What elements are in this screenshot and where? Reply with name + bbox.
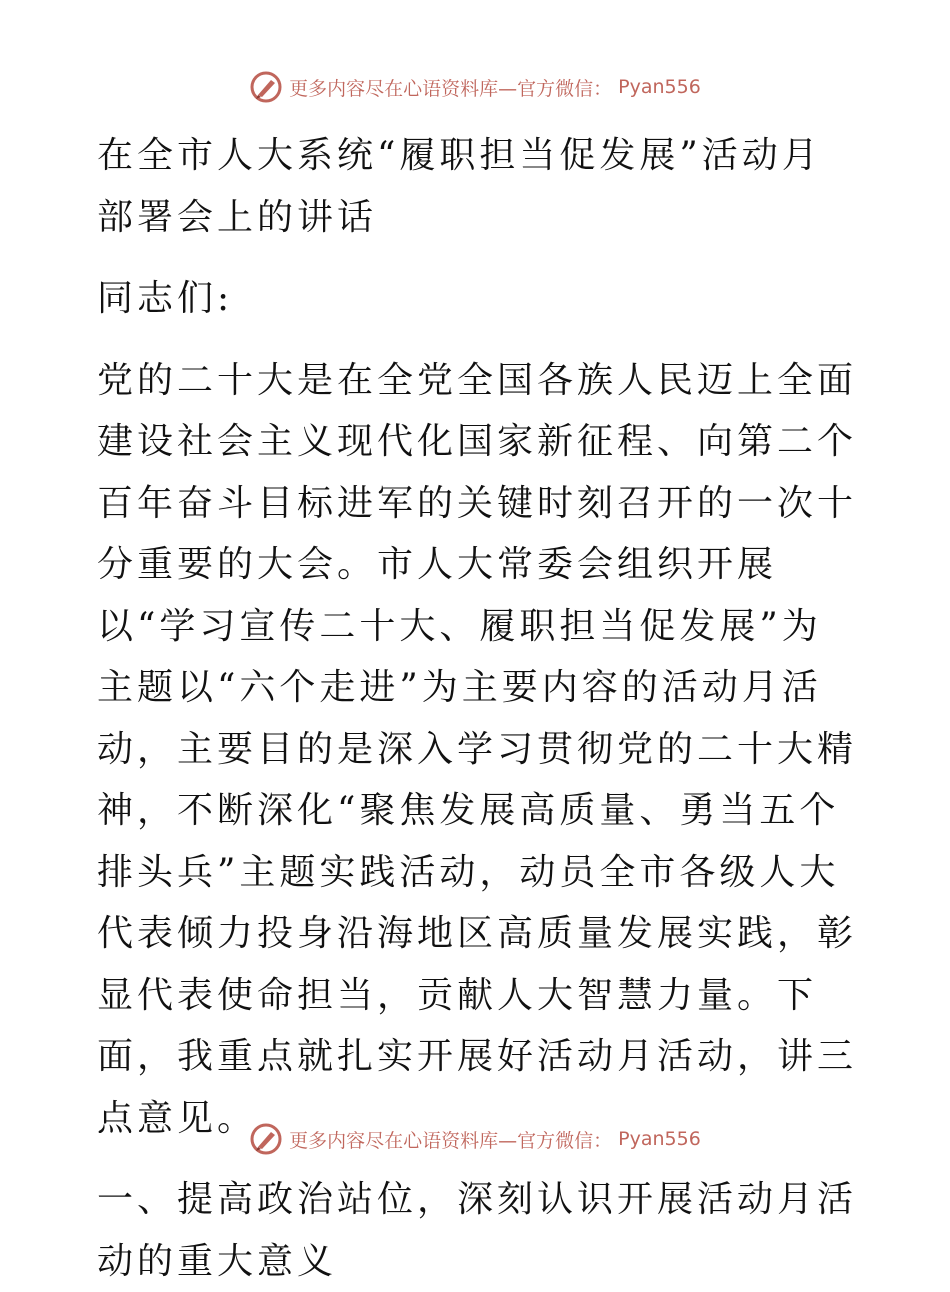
document-body (97, 125, 857, 1292)
document-title: 在全市人大系统“履职担当促发展”活动月部署会上的讲话 (97, 135, 822, 238)
greeting: 同志们: (97, 278, 234, 319)
watermark-wechat-id: Pyan556 (618, 1128, 701, 1150)
watermark-wechat-id: Pyan556 (618, 76, 701, 98)
watermark-footer (0, 1122, 950, 1156)
watermark-text: 更多内容尽在心语资料库—官方微信： (289, 1129, 613, 1152)
watermark-text: 更多内容尽在心语资料库—官方微信： (289, 77, 613, 100)
pen-logo-icon (249, 1122, 283, 1156)
pen-logo-icon (249, 70, 283, 104)
paragraph-1: 党的二十大是在全党全国各族人民迈上全面建设社会主义现代化国家新征程、向第二个百年奋斗目标进军的关键时刻召开的一次十分重要的大会。市人大常委会组织开展以“学习宣传二十大、履职担当促发展”为主题以“六个走进”为主要内容的活动月活动，主要目的是深入学习贯彻党的二十大精神，不断深化“聚焦发展高质量、勇当五个排头兵”主题实践活动，动员全市各级人大代表倾力投身沿海地区高质量发展实践，彰显代表使命担当，贡献人大智慧力量。下面，我重点就扎实开展好活动月活动，讲三点意见。 (97, 359, 858, 1139)
watermark-header (0, 70, 950, 104)
section-heading-1: 一、提高政治站位，深刻认识开展活动月活动的重大意义 (97, 1179, 858, 1282)
